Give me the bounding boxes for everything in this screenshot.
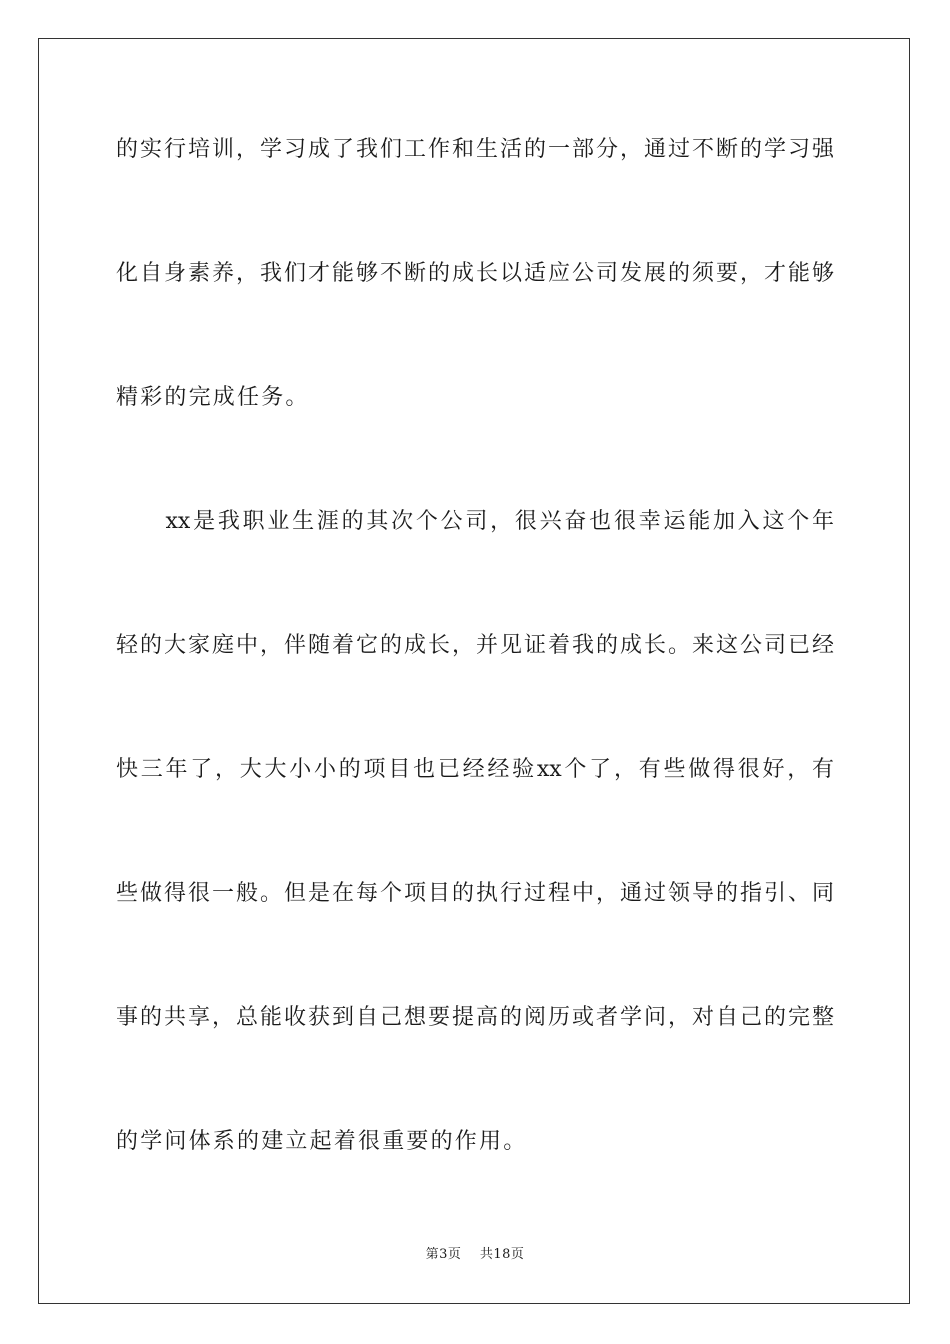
body-line-2: 化自身素养，我们才能够不断的成长以适应公司发展的须要，才能够 — [116, 261, 834, 286]
body-line-6: 快三年了，大大小小的项目也已经经验xx个了，有些做得很好，有 — [116, 757, 834, 782]
body-line-9: 的学问体系的建立起着很重要的作用。 — [116, 1129, 528, 1154]
body-line-4: xx是我职业生涯的其次个公司，很兴奋也很幸运能加入这个年 — [116, 509, 834, 534]
body-line-7: 些做得很一般。但是在每个项目的执行过程中，通过领导的指引、同 — [116, 881, 834, 906]
page-total: 共18页 — [479, 1247, 525, 1262]
body-line-5: 轻的大家庭中，伴随着它的成长，并见证着我的成长。来这公司已经 — [116, 633, 834, 658]
body-line-1: 的实行培训，学习成了我们工作和生活的一部分，通过不断的学习强 — [116, 137, 834, 162]
page-border — [38, 38, 910, 1304]
body-line-3: 精彩的完成任务。 — [116, 385, 310, 410]
body-line-8: 事的共享，总能收获到自己想要提高的阅历或者学问，对自己的完整 — [116, 1005, 834, 1030]
page-footer — [0, 1246, 950, 1264]
page-number: 第3页 — [425, 1247, 462, 1262]
